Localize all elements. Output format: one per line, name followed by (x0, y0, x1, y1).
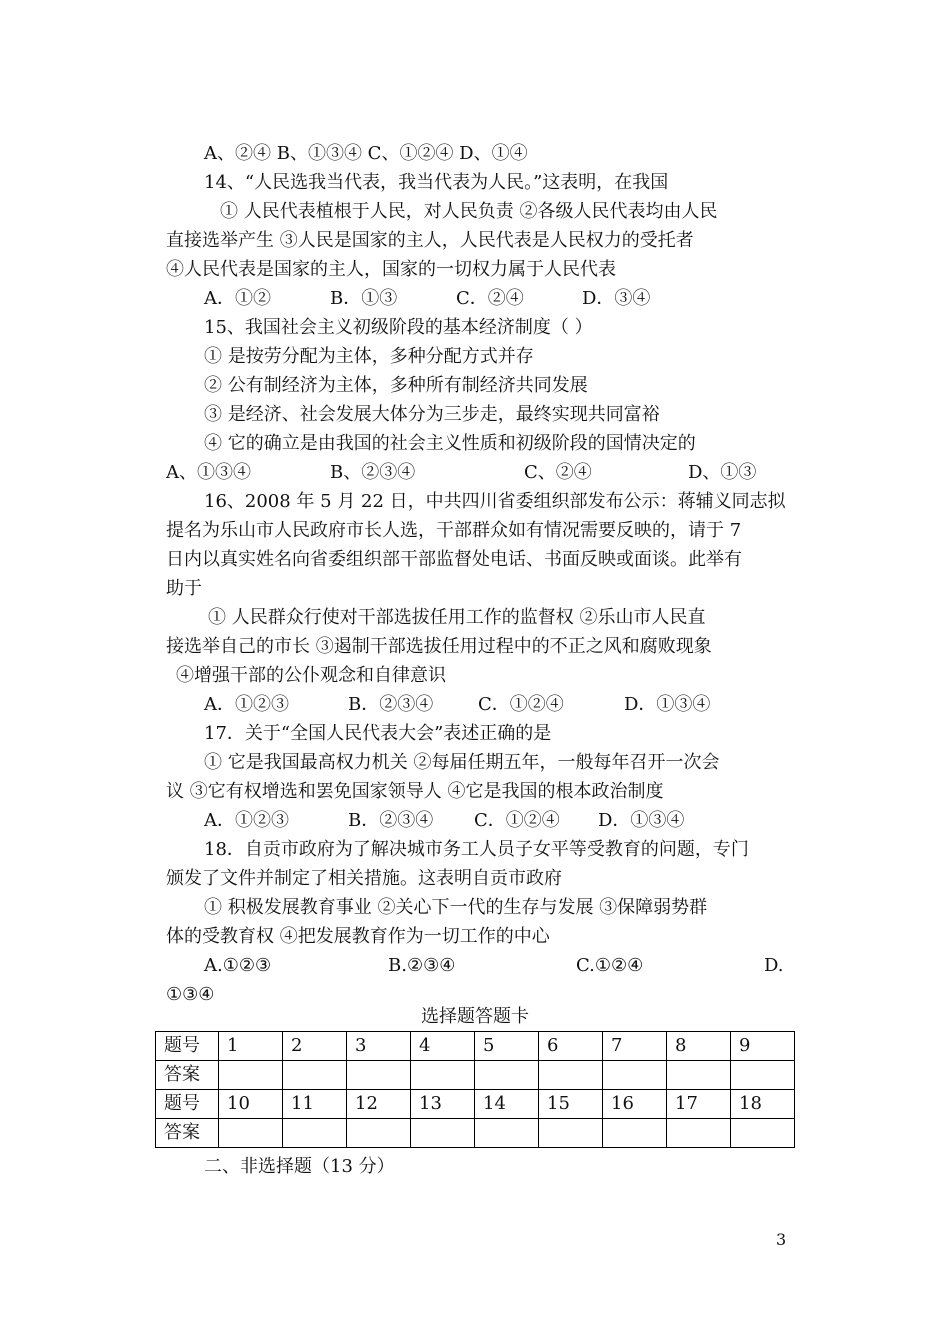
table-row (156, 1032, 795, 1061)
q16-text: 日内以真实姓名向省委组织部干部监督处电话、书面反映或面谈。此举有 (166, 549, 742, 570)
q15-stem: 15、我国社会主义初级阶段的基本经济制度（ ） (204, 317, 593, 338)
question-number: 14 (475, 1090, 539, 1119)
option-a: A、①③④ (166, 462, 251, 483)
table-row (156, 1119, 795, 1148)
answer-cell[interactable] (347, 1119, 411, 1148)
answer-cell[interactable] (219, 1061, 283, 1090)
q18-options (204, 951, 786, 980)
row-label: 答案 (156, 1061, 219, 1090)
question-number: 18 (731, 1090, 795, 1119)
option-d: D．①③④ (598, 810, 685, 831)
row-label: 题号 (156, 1090, 219, 1119)
question-number: 11 (283, 1090, 347, 1119)
table-row (156, 1061, 795, 1090)
q17-stem: 17．关于“全国人民代表大会”表述正确的是 (204, 723, 552, 744)
option-c: C．①②④ (474, 810, 560, 831)
option-d: D．③④ (582, 288, 651, 309)
row-label: 题号 (156, 1032, 219, 1061)
option-d: D. (764, 955, 784, 976)
answer-cell[interactable] (603, 1061, 667, 1090)
q14-stem: 14、“人民选我当代表，我当代表为人民。”这表明，在我国 (204, 172, 669, 193)
question-number: 1 (219, 1032, 283, 1061)
q15-item: ② 公有制经济为主体，多种所有制经济共同发展 (204, 375, 588, 396)
question-number: 10 (219, 1090, 283, 1119)
question-number: 17 (667, 1090, 731, 1119)
question-number: 15 (539, 1090, 603, 1119)
answer-cell[interactable] (347, 1061, 411, 1090)
question-number: 6 (539, 1032, 603, 1061)
option-b: B．②③④ (348, 694, 434, 715)
section-2-heading: 二、非选择题（13 分） (204, 1156, 395, 1177)
q14-text: ① 人民代表植根于人民，对人民负责 ②各级人民代表均由人民 (220, 201, 718, 222)
q16-text: 助于 (166, 578, 202, 599)
q16-text: ④增强干部的公仆观念和自律意识 (176, 665, 446, 686)
answer-cell[interactable] (603, 1119, 667, 1148)
q16-text: 提名为乐山市人民政府市长人选，干部群众如有情况需要反映的，请于 7 (166, 520, 742, 541)
question-number: 4 (411, 1032, 475, 1061)
q15-item: ④ 它的确立是由我国的社会主义性质和初级阶段的国情决定的 (204, 433, 696, 454)
q14-text: 直接选举产生 ③人民是国家的主人，人民代表是人民权力的受托者 (166, 230, 694, 251)
q18-text: 颁发了文件并制定了相关措施。这表明自贡市政府 (166, 868, 562, 889)
question-number: 16 (603, 1090, 667, 1119)
answer-cell[interactable] (475, 1061, 539, 1090)
q15-item: ① 是按劳分配为主体，多种分配方式并存 (204, 346, 534, 367)
question-number: 7 (603, 1032, 667, 1061)
option-b: B．②③④ (348, 810, 434, 831)
q17-text: ① 它是我国最高权力机关 ②每届任期五年，一般每年召开一次会 (204, 752, 720, 773)
question-number: 2 (283, 1032, 347, 1061)
row-label: 答案 (156, 1119, 219, 1148)
answer-cell[interactable] (731, 1119, 795, 1148)
q16-options (204, 690, 786, 719)
q15-options (166, 458, 786, 487)
option-b: B.②③④ (388, 955, 456, 976)
q17-text: 议 ③它有权增选和罢免国家领导人 ④它是我国的根本政治制度 (166, 781, 664, 802)
option-a: A．①②③ (204, 694, 289, 715)
question-number: 3 (347, 1032, 411, 1061)
q18-option-d-value: ①③④ (166, 984, 215, 1005)
question-number: 5 (475, 1032, 539, 1061)
option-c: C．①②④ (478, 694, 564, 715)
answer-card-table (155, 1031, 795, 1148)
answer-cell[interactable] (731, 1061, 795, 1090)
q16-stem: 16、2008 年 5 月 22 日，中共四川省委组织部发布公示：蒋辅义同志拟 (204, 491, 786, 512)
option-a: A.①②③ (204, 955, 272, 976)
answer-cell[interactable] (411, 1061, 475, 1090)
question-number: 12 (347, 1090, 411, 1119)
q16-text: 接选举自己的市长 ③遏制干部选拔任用过程中的不正之风和腐败现象 (166, 636, 712, 657)
question-number: 13 (411, 1090, 475, 1119)
answer-cell[interactable] (539, 1119, 603, 1148)
q13-options: A、②④ B、①③④ C、①②④ D、①④ (204, 143, 528, 164)
q18-text: ① 积极发展教育事业 ②关心下一代的生存与发展 ③保障弱势群 (204, 897, 708, 918)
answer-cell[interactable] (667, 1061, 731, 1090)
q16-text: ① 人民群众行使对干部选拔任用工作的监督权 ②乐山市人民直 (208, 607, 706, 628)
answer-cell[interactable] (283, 1119, 347, 1148)
answer-cell[interactable] (411, 1119, 475, 1148)
answer-card-title: 选择题答题卡 (421, 1006, 529, 1027)
question-number: 9 (731, 1032, 795, 1061)
answer-cell[interactable] (283, 1061, 347, 1090)
q18-stem: 18．自贡市政府为了解决城市务工人员子女平等受教育的问题，专门 (204, 839, 749, 860)
answer-cell[interactable] (475, 1119, 539, 1148)
option-c: C.①②④ (576, 955, 644, 976)
q18-text: 体的受教育权 ④把发展教育作为一切工作的中心 (166, 926, 550, 947)
q14-options (204, 284, 786, 313)
q17-options (204, 806, 786, 835)
option-c: C．②④ (456, 288, 524, 309)
option-d: D、①③ (688, 462, 757, 483)
q14-text: ④人民代表是国家的主人，国家的一切权力属于人民代表 (166, 259, 616, 280)
option-d: D．①③④ (624, 694, 711, 715)
answer-cell[interactable] (667, 1119, 731, 1148)
page-number: 3 (776, 1230, 787, 1249)
table-row (156, 1090, 795, 1119)
option-c: C、②④ (524, 462, 592, 483)
answer-cell[interactable] (539, 1061, 603, 1090)
option-b: B．①③ (330, 288, 398, 309)
option-b: B、②③④ (330, 462, 416, 483)
option-a: A．①②③ (204, 810, 289, 831)
answer-cell[interactable] (219, 1119, 283, 1148)
option-a: A．①② (204, 288, 271, 309)
question-number: 8 (667, 1032, 731, 1061)
q15-item: ③ 是经济、社会发展大体分为三步走，最终实现共同富裕 (204, 404, 660, 425)
